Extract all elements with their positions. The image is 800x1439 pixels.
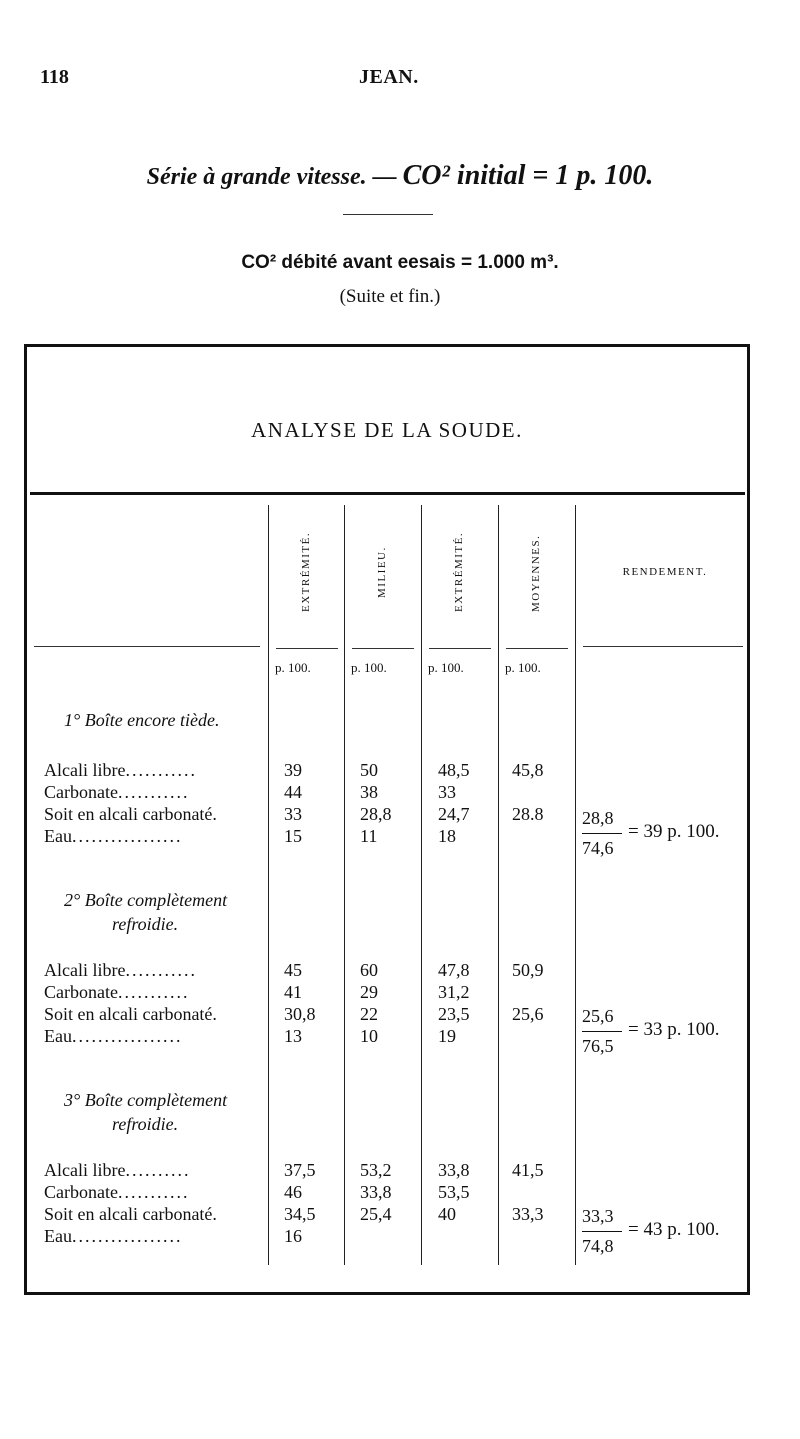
value-cell: 13 (284, 1026, 302, 1046)
value-cell: 47,8 (438, 960, 470, 980)
value-cell: 48,5 (438, 760, 470, 780)
column-header-moyennes: MOYENNES. (530, 534, 542, 612)
series-label: Série à grande vitesse. — (146, 164, 397, 190)
value-cell: 37,5 (284, 1160, 316, 1180)
fraction-bar (582, 1031, 622, 1032)
value-cell: 38 (360, 782, 378, 802)
group-label: refroidie. (112, 914, 179, 934)
column-rule (421, 505, 422, 1265)
column-header-rendement: RENDEMENT. (622, 566, 708, 578)
value-cell: 40 (438, 1204, 456, 1224)
value-cell: 33,3 (512, 1204, 544, 1224)
unit-label: p. 100. (351, 660, 387, 675)
value-cell: 44 (284, 782, 302, 802)
group-label: refroidie. (112, 1114, 179, 1134)
column-header-extremite-2: EXTRÉMITÉ. (453, 531, 465, 612)
row-label: Alcali libre.......... (44, 1160, 191, 1180)
header-separator (352, 648, 414, 649)
group-label: 3° Boîte complètement (64, 1090, 228, 1110)
value-cell: 23,5 (438, 1004, 470, 1024)
running-head: JEAN. (359, 66, 419, 88)
column-header-milieu: MILIEU. (376, 546, 388, 598)
co2-initial: CO² initial = 1 p. 100. (402, 160, 654, 191)
value-cell: 25,6 (512, 1004, 544, 1024)
column-rule (575, 505, 576, 1265)
row-label: Carbonate........... (44, 1182, 190, 1202)
header-separator (583, 646, 743, 647)
value-cell: 60 (360, 960, 378, 980)
value-cell: 22 (360, 1004, 378, 1024)
row-label: Carbonate........... (44, 982, 190, 1002)
column-rule (268, 505, 269, 1265)
row-label: Soit en alcali carbonaté. (44, 1204, 217, 1224)
co2-debite-line: CO² débité avant eesais = 1.000 m³. (241, 252, 559, 273)
rendement-numerator: 33,3 (582, 1206, 614, 1226)
value-cell: 10 (360, 1026, 378, 1046)
value-cell: 41,5 (512, 1160, 544, 1180)
value-cell: 24,7 (438, 804, 470, 824)
row-label: Alcali libre........... (44, 960, 197, 980)
header-separator (34, 646, 260, 647)
value-cell: 30,8 (284, 1004, 316, 1024)
value-cell: 50,9 (512, 960, 544, 980)
suite-note: (Suite et fin.) (339, 286, 441, 307)
header-separator (506, 648, 568, 649)
row-label: Soit en alcali carbonaté. (44, 1004, 217, 1024)
value-cell: 50 (360, 760, 378, 780)
value-cell: 41 (284, 982, 302, 1002)
header-separator (429, 648, 491, 649)
column-rule (344, 505, 345, 1265)
rendement-result: = 39 p. 100. (628, 821, 720, 842)
header-separator (276, 648, 338, 649)
series-title (0, 160, 800, 192)
value-cell: 31,2 (438, 982, 470, 1002)
value-cell: 46 (284, 1182, 302, 1202)
value-cell: 39 (284, 760, 302, 780)
value-cell: 53,5 (438, 1182, 470, 1202)
caption-rule (30, 492, 745, 495)
value-cell: 29 (360, 982, 378, 1002)
value-cell: 33,8 (438, 1160, 470, 1180)
rendement-numerator: 25,6 (582, 1006, 614, 1026)
table-caption: ANALYSE DE LA SOUDE. (251, 418, 523, 442)
value-cell: 33 (438, 782, 456, 802)
value-cell: 28,8 (360, 804, 392, 824)
value-cell: 28.8 (512, 804, 544, 824)
unit-label: p. 100. (275, 660, 311, 675)
value-cell: 53,2 (360, 1160, 392, 1180)
value-cell: 33 (284, 804, 302, 824)
rendement-denominator: 74,8 (582, 1236, 614, 1256)
rendement-result: = 33 p. 100. (628, 1019, 720, 1040)
value-cell: 45,8 (512, 760, 544, 780)
row-label: Eau................. (44, 1226, 183, 1246)
unit-label: p. 100. (505, 660, 541, 675)
value-cell: 25,4 (360, 1204, 392, 1224)
value-cell: 19 (438, 1026, 456, 1046)
value-cell: 18 (438, 826, 456, 846)
rendement-denominator: 76,5 (582, 1036, 614, 1056)
fraction-bar (582, 833, 622, 834)
row-label: Eau................. (44, 1026, 183, 1046)
rendement-result: = 43 p. 100. (628, 1219, 720, 1240)
value-cell: 45 (284, 960, 302, 980)
value-cell: 34,5 (284, 1204, 316, 1224)
value-cell: 15 (284, 826, 302, 846)
value-cell: 33,8 (360, 1182, 392, 1202)
unit-label: p. 100. (428, 660, 464, 675)
rendement-denominator: 74,6 (582, 838, 614, 858)
group-label: 1° Boîte encore tiède. (64, 710, 220, 730)
group-label: 2° Boîte complètement (64, 890, 228, 910)
row-label: Soit en alcali carbonaté. (44, 804, 217, 824)
title-divider (343, 214, 433, 215)
rendement-numerator: 28,8 (582, 808, 614, 828)
page-number: 118 (40, 66, 69, 88)
value-cell: 11 (360, 826, 378, 846)
row-label: Carbonate........... (44, 782, 190, 802)
value-cell: 16 (284, 1226, 302, 1246)
column-header-extremite-1: EXTRÉMITÉ. (300, 531, 312, 612)
fraction-bar (582, 1231, 622, 1232)
column-rule (498, 505, 499, 1265)
row-label: Eau................. (44, 826, 183, 846)
row-label: Alcali libre........... (44, 760, 197, 780)
